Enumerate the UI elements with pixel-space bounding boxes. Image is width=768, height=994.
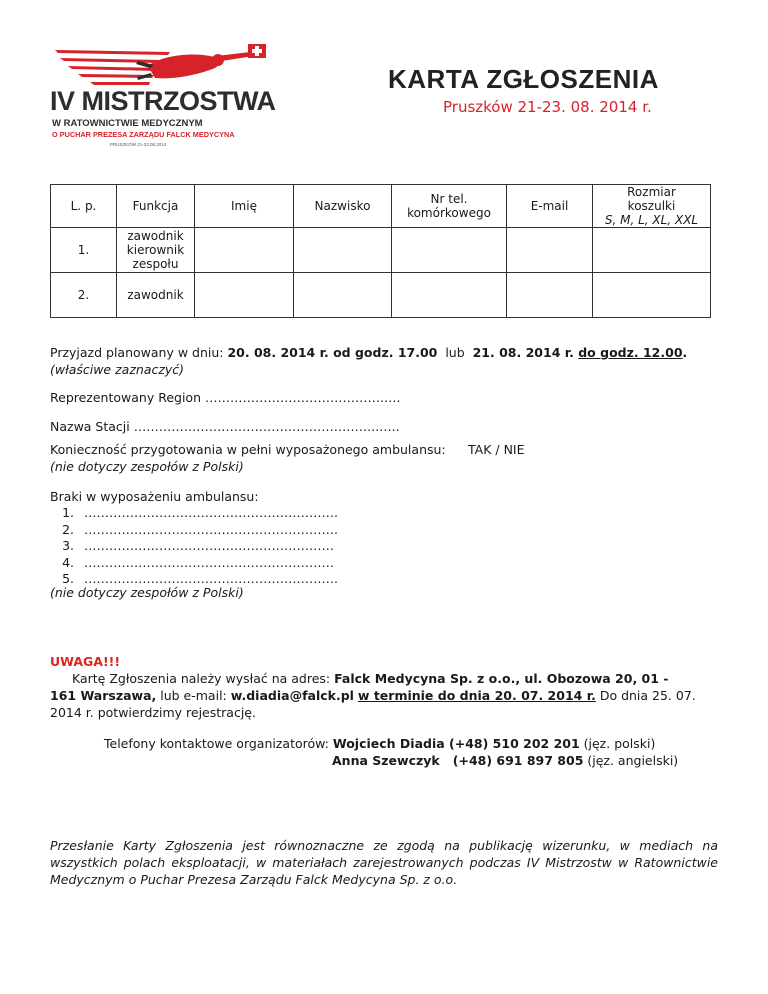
- last-name-cell[interactable]: [294, 273, 392, 318]
- region-label: Reprezentowany Region: [50, 390, 205, 405]
- consent-line: Medycznym o Puchar Prezesa Zarządu Falck Medycyna Sp. z o.o.: [50, 872, 458, 887]
- first-name-cell[interactable]: [195, 273, 294, 318]
- notice-email[interactable]: w.diadia@falck.pl: [230, 688, 354, 703]
- consent-line: wszystkich polach eksploatacji, w materiałach zarejestrowanych podczas IV Mistrzostw w Ratownictwie: [50, 855, 718, 870]
- shortages-label: Braki w wyposażeniu ambulansu:: [50, 489, 259, 504]
- column-header-email: E-mail: [507, 185, 593, 228]
- arrival-option-2-time: do godz. 12.00: [578, 345, 683, 360]
- consent-footer: [50, 837, 718, 888]
- ambulance-note: (nie dotyczy zespołów z Polski): [50, 459, 244, 474]
- notice-text: Kartę Zgłoszenia należy wysłać na adres:: [72, 671, 335, 686]
- function-line: zespołu: [132, 257, 179, 271]
- row-number: 1.: [51, 228, 117, 273]
- shortage-item[interactable]: 1. …………………………………………………….: [78, 505, 338, 522]
- column-header-nazwisko: Nazwisko: [294, 185, 392, 228]
- registration-table: [50, 184, 711, 318]
- column-header-shirt-line1: Rozmiar: [627, 185, 676, 199]
- shortage-item[interactable]: 3. ……………………………………………………: [78, 538, 338, 555]
- region-field[interactable]: [50, 389, 400, 406]
- table-row: [51, 273, 711, 318]
- notice-deadline: w terminie do dnia 20. 07. 2014 r.: [357, 688, 596, 703]
- logo-title: IV MISTRZOSTWA: [50, 86, 276, 116]
- notice-address: Falck Medycyna Sp. z o.o., ul. Obozowa 20, 01 -: [334, 671, 669, 686]
- shirt-size-cell[interactable]: [593, 228, 711, 273]
- table-row: [51, 228, 711, 273]
- page-subtitle: Pruszków 21-23. 08. 2014 r.: [443, 98, 652, 116]
- notice-address-city: 161 Warszawa,: [50, 688, 157, 703]
- function-line: kierownik: [126, 243, 185, 257]
- contacts-label: Telefony kontaktowe organizatorów:: [104, 736, 333, 751]
- function-line: zawodnik: [127, 229, 184, 243]
- station-blank: …………………………………………………..…..: [133, 419, 400, 434]
- shortage-item[interactable]: 5. …………………………………………………….: [78, 571, 338, 588]
- contacts-line-2: [332, 752, 678, 769]
- column-header-funkcja: Funkcja: [117, 185, 195, 228]
- row-function: [117, 228, 195, 273]
- station-label: Nazwa Stacji: [50, 419, 134, 434]
- contact-1: Wojciech Diadia (+48) 510 202 201: [332, 736, 580, 751]
- phone-cell[interactable]: [392, 273, 507, 318]
- column-header-shirt: [593, 185, 711, 228]
- notice-line-2: [50, 687, 696, 704]
- column-header-lp: L. p.: [51, 185, 117, 228]
- phone-cell[interactable]: [392, 228, 507, 273]
- arrival-option-2: 21. 08. 2014 r.: [472, 345, 579, 360]
- event-logo: [50, 38, 280, 147]
- page-title: KARTA ZGŁOSZENIA: [388, 64, 659, 94]
- contact-2-lang: (jęz. angielski): [583, 753, 679, 768]
- row-number: 2.: [51, 273, 117, 318]
- shortages-list: [50, 505, 338, 588]
- column-header-phone-line1: Nr tel.: [430, 192, 468, 206]
- contacts-line-1: [104, 735, 655, 752]
- logo-subtitle: W RATOWNICTWIE MEDYCZNYM: [52, 118, 203, 129]
- column-header-shirt-sizes: S, M, L, XL, XXL: [604, 213, 699, 227]
- logo-date: PRUSZKÓW 21-23.08.2014: [110, 142, 167, 147]
- notice-line-3: 2014 r. potwierdzimy rejestrację.: [50, 705, 256, 720]
- column-header-shirt-line2: koszulki: [627, 199, 676, 213]
- first-name-cell[interactable]: [195, 228, 294, 273]
- notice-heading: UWAGA!!!: [50, 654, 121, 669]
- contact-1-lang: (jęz. polski): [579, 736, 656, 751]
- last-name-cell[interactable]: [294, 228, 392, 273]
- shortage-item[interactable]: 2. …………………………………………………….: [78, 522, 338, 539]
- contact-2: Anna Szewczyk (+48) 691 897 805: [332, 753, 584, 768]
- shortages-note: (nie dotyczy zespołów z Polski): [50, 585, 244, 600]
- notice-text: Do dnia 25. 07.: [595, 688, 696, 703]
- shirt-size-cell[interactable]: [593, 273, 711, 318]
- arrival-option-1: 20. 08. 2014 r. od godz. 17.00: [227, 345, 438, 360]
- rescuer-figure-icon: [50, 38, 280, 88]
- column-header-phone: [392, 185, 507, 228]
- column-header-phone-line2: komórkowego: [407, 206, 491, 220]
- notice-line-1: [72, 670, 669, 687]
- arrival-note: (właściwe zaznaczyć): [50, 362, 185, 377]
- table-header-row: [51, 185, 711, 228]
- logo-tagline: O PUCHAR PREZESA ZARZĄDU FALCK MEDYCYNA: [52, 130, 235, 139]
- arrival-line: [50, 344, 687, 361]
- notice-text: lub e-mail:: [156, 688, 231, 703]
- ambulance-options[interactable]: TAK / NIE: [468, 442, 525, 457]
- arrival-label: Przyjazd planowany w dniu:: [50, 345, 228, 360]
- email-cell[interactable]: [507, 228, 593, 273]
- email-cell[interactable]: [507, 273, 593, 318]
- region-blank: …………………………………….….: [204, 390, 401, 405]
- arrival-or: lub: [437, 345, 473, 360]
- row-function: zawodnik: [117, 273, 195, 318]
- column-header-imie: Imię: [195, 185, 294, 228]
- arrival-end: .: [682, 345, 688, 360]
- consent-line: Przesłanie Karty Zgłoszenia jest równoznaczne ze zgodą na publikację wizerunku, w mediach na: [50, 838, 718, 853]
- ambulance-question: Konieczność przygotowania w pełni wyposażonego ambulansu:: [50, 442, 446, 457]
- station-field[interactable]: [50, 418, 400, 435]
- shortage-item[interactable]: 4. ……………………………………………………: [78, 555, 338, 572]
